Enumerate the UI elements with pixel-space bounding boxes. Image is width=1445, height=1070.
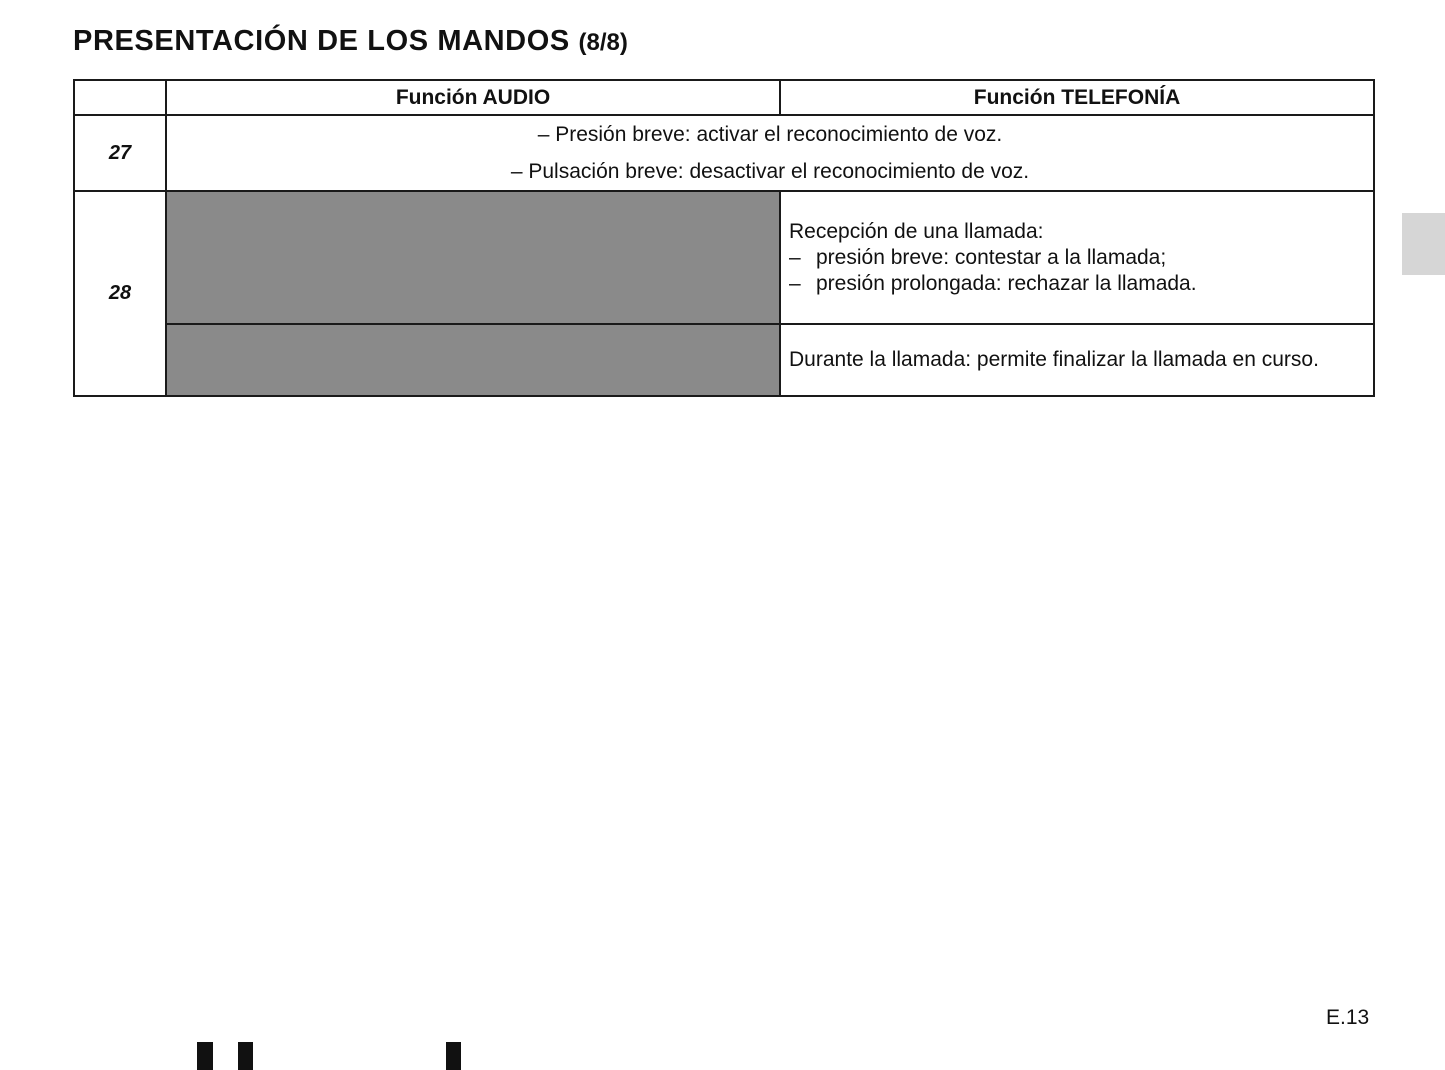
table-row-28-a — [74, 191, 1374, 324]
row-27-line-1: – Presión breve: activar el reconocimiento de voz. — [537, 123, 1003, 146]
row-number-28: 28 — [74, 191, 166, 396]
row-28-a-audio-shaded — [166, 191, 780, 324]
header-audio: Función AUDIO — [166, 80, 780, 115]
table-row-28-b — [74, 324, 1374, 396]
row-28-a-item-1-text: presión breve: contestar a la llamada; — [816, 245, 1167, 269]
crop-mark-3 — [446, 1042, 461, 1070]
dash-bullet: – — [789, 271, 801, 295]
page-title-suffix: (8/8) — [578, 29, 628, 56]
page-title — [73, 22, 628, 62]
header-telephony: Función TELEFONÍA — [780, 80, 1374, 115]
crop-mark-2 — [238, 1042, 253, 1070]
row-28-b-telephony: Durante la llamada: permite finalizar la llamada en curso. — [780, 324, 1374, 396]
row-28-a-intro: Recepción de una llamada: — [789, 219, 1044, 243]
controls-table — [73, 79, 1375, 397]
table-header-row — [74, 80, 1374, 115]
page-title-main: PRESENTACIÓN DE LOS MANDOS — [73, 25, 570, 57]
row-28-a-telephony — [780, 191, 1374, 324]
row-28-a-item-2 — [789, 271, 1373, 297]
row-28-a-item-1 — [789, 245, 1373, 271]
row-27-function-cell — [166, 115, 1374, 191]
row-28-a-item-2-text: presión prolongada: rechazar la llamada. — [816, 271, 1197, 295]
header-number — [74, 80, 166, 115]
dash-bullet: – — [789, 245, 801, 269]
table-row-27 — [74, 115, 1374, 191]
crop-mark-1 — [197, 1042, 213, 1070]
section-side-tab — [1402, 213, 1445, 275]
row-number-27: 27 — [74, 115, 166, 191]
row-27-line-2: – Pulsación breve: desactivar el reconocimiento de voz. — [510, 160, 1030, 183]
row-28-b-audio-shaded — [166, 324, 780, 396]
page-number: E.13 — [1326, 1006, 1370, 1029]
